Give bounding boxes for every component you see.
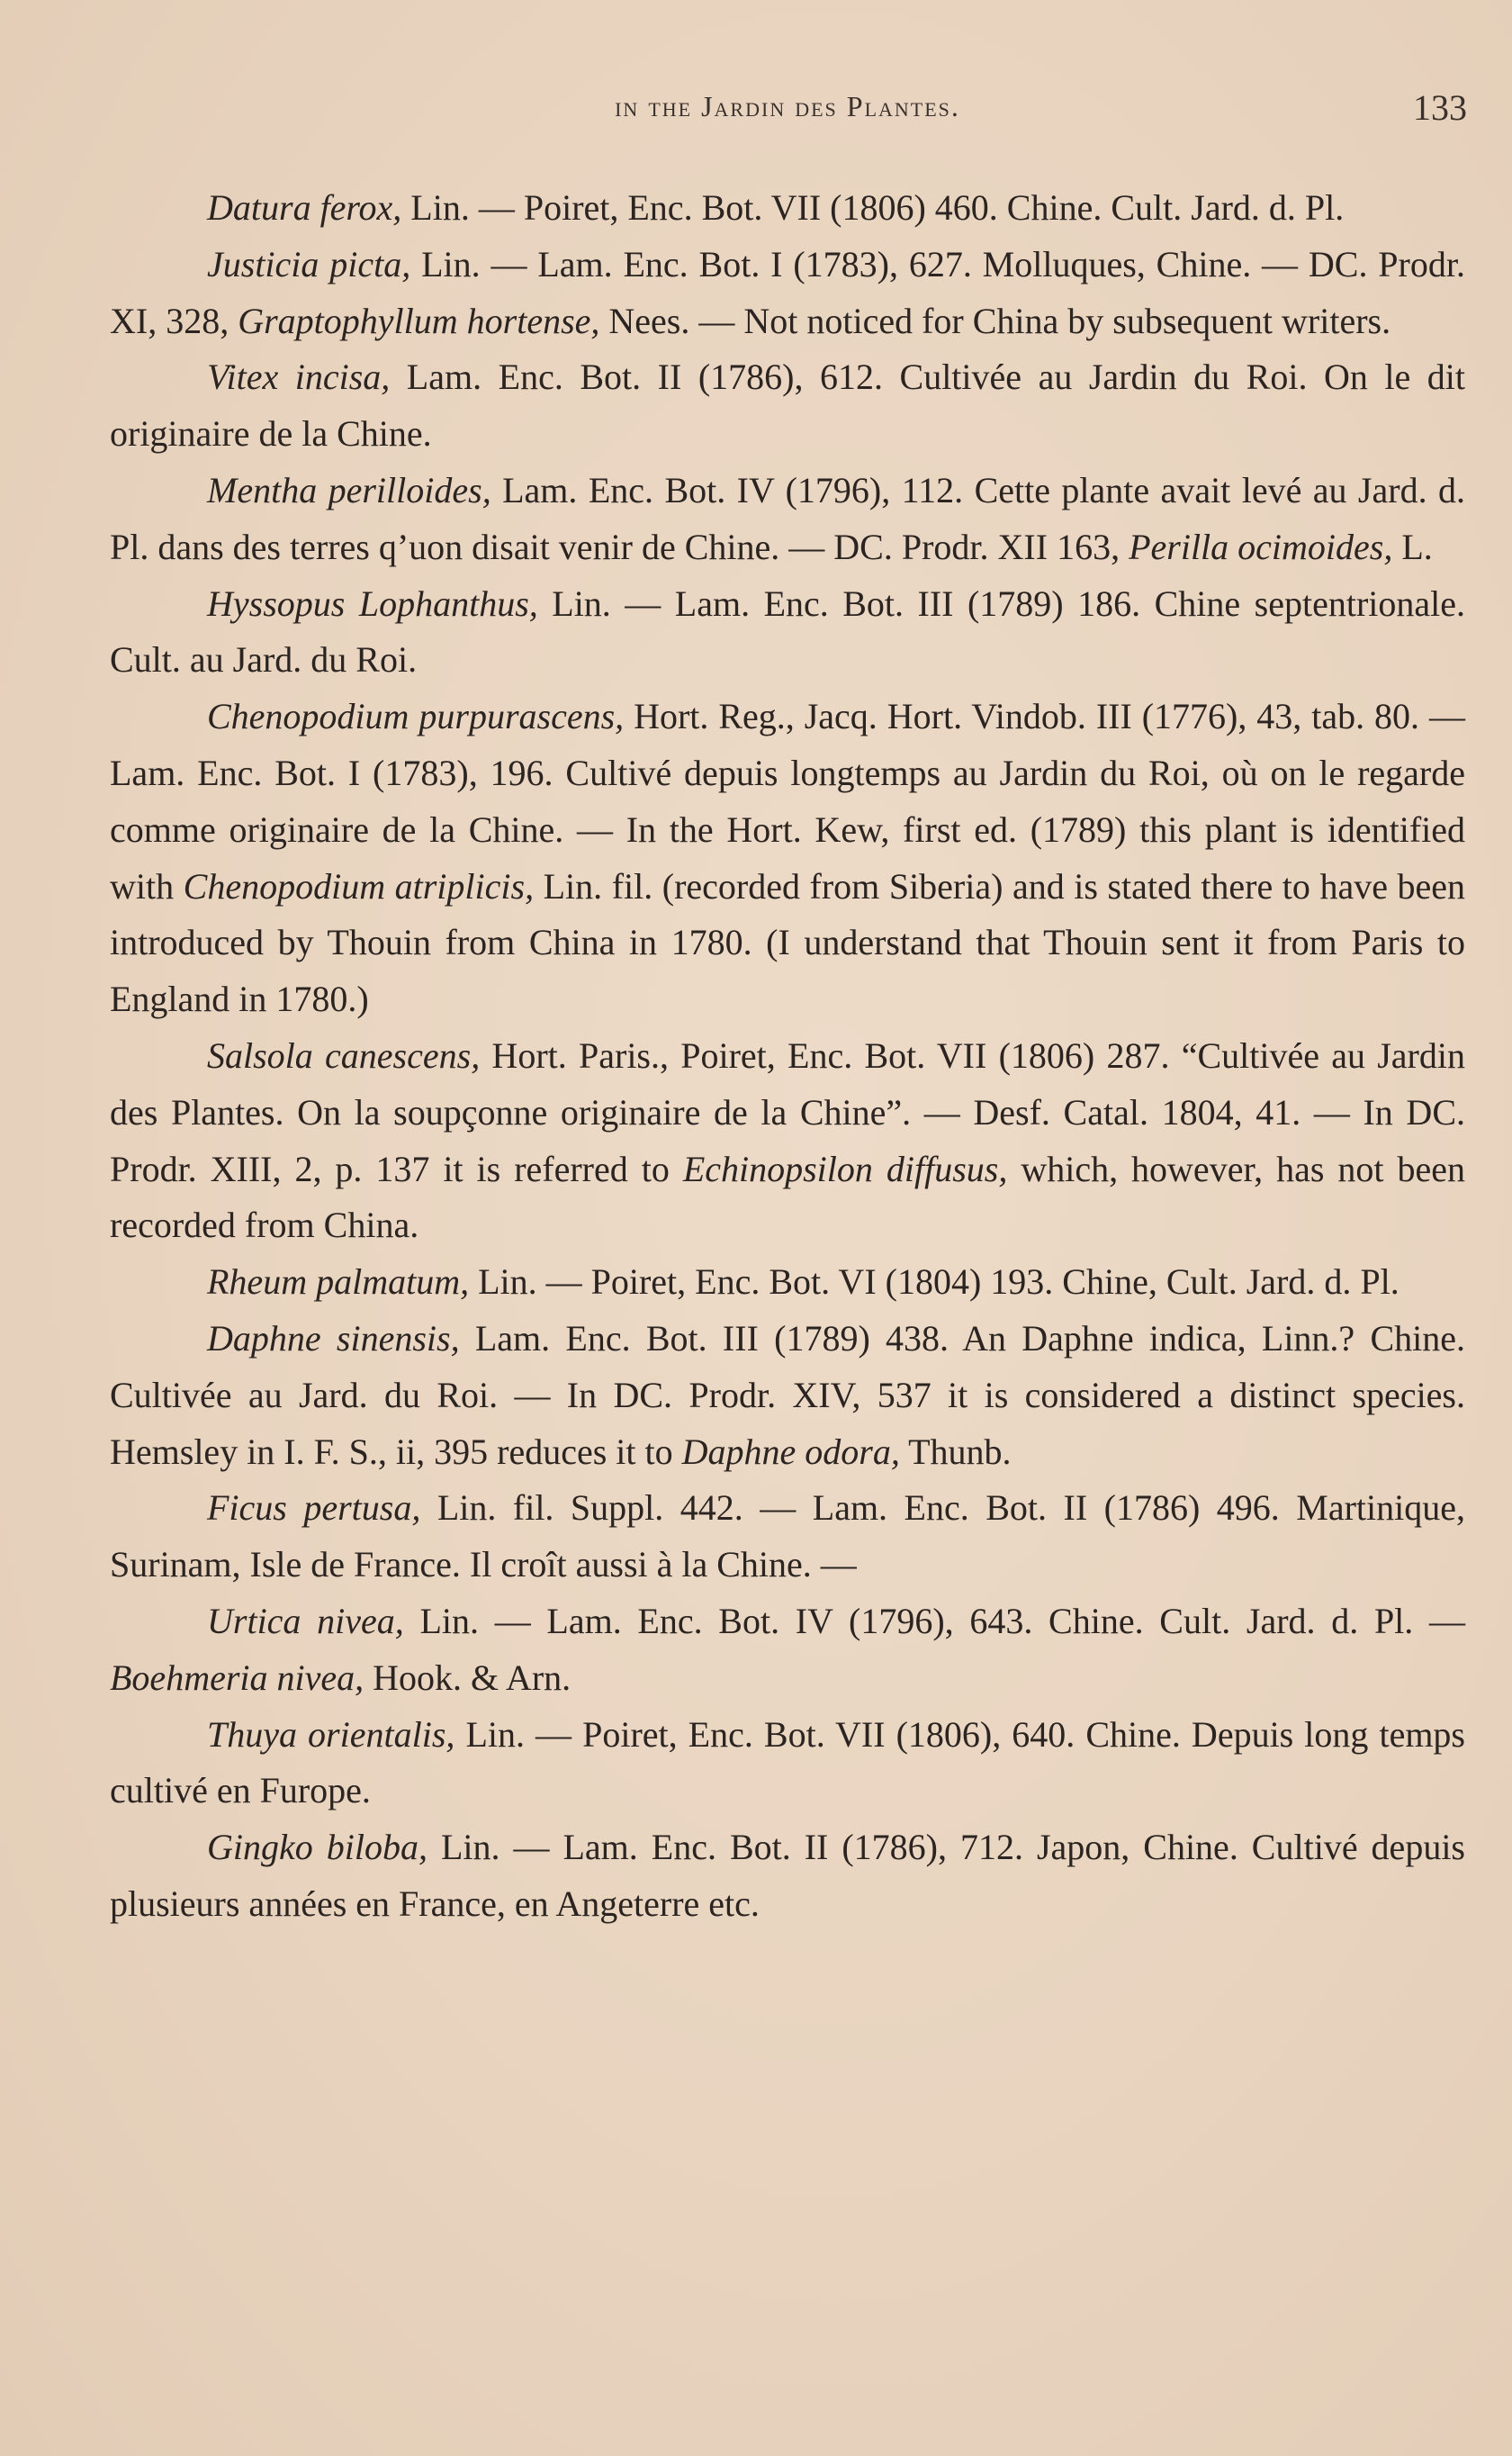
entry-datura-ferox: [110, 180, 1465, 237]
entry-daphne-sinensis: [110, 1311, 1465, 1480]
synonym-name: Daphne odora,: [681, 1431, 900, 1472]
entry-chenopodium-purpurascens: [110, 689, 1465, 1028]
entry-text: Lin. — Poiret, Enc. Bot. VII (1806), 640. Chine. Depuis long temps cultivé en Furope.: [110, 1713, 1465, 1811]
entry-gingko-biloba: [110, 1819, 1465, 1933]
species-name: Salsola canescens,: [207, 1034, 481, 1076]
running-head: [108, 87, 1467, 135]
entry-text: Lam. Enc. Bot. III (1789) 438. An Daphne indica, Linn.? Chine. Cultivée au Jard. du Roi. — In DC. Prodr. XIV, 537 it is considered a distinct species. Hemsley in I. F. S., ii, 395 reduces it to: [110, 1317, 1465, 1472]
species-name: Rheum palmatum,: [207, 1261, 470, 1303]
entry-text: Lam. Enc. Bot. IV (1796), 112. Cette plante avait levé au Jard. d. Pl. dans des terres q’uon disait venir de Chine. — DC. Prodr. XII 163,: [110, 469, 1465, 567]
entry-salsola-canescens: [110, 1028, 1465, 1254]
species-name: Thuya orientalis,: [207, 1713, 455, 1755]
entry-vitex-incisa: [110, 349, 1465, 463]
entry-justicia-picta: [110, 237, 1465, 350]
species-name: Daphne sinensis,: [207, 1317, 460, 1359]
synonym-name: Perilla ocimoides,: [1129, 526, 1393, 567]
entry-text: Nees. — Not noticed for China by subsequent writers.: [599, 300, 1391, 341]
entry-text: Lin. — Lam. Enc. Bot. IV (1796), 643. Chine. Cult. Jard. d. Pl. —: [403, 1600, 1466, 1641]
entry-text: L.: [1392, 526, 1433, 567]
entry-text: Hort. Reg., Jacq. Hort. Vindob. III (1776), 43, tab. 80. — Lam. Enc. Bot. I (1783), 196. Cultivé depuis longtemps au Jardin du Roi, où on le regarde comme originaire de la Chine. — In the Hort. Kew, first ed. (1789) this plant is identified with: [110, 696, 1465, 907]
entry-text: Lin. — Lam. Enc. Bot. II (1786), 712. Japon, Chine. Cultivé depuis plusieurs années en France, en Angeterre etc.: [110, 1827, 1465, 1924]
synonym-name: Chenopodium atriplicis,: [183, 865, 535, 907]
synonym-name: Graptophyllum hortense,: [238, 300, 600, 341]
entry-text: Lin. — Lam. Enc. Bot. I (1783), 627. Molluques, Chine. — DC. Prodr. XI, 328,: [110, 243, 1465, 341]
species-name: Urtica nivea,: [207, 1600, 404, 1641]
species-name: Mentha perilloides,: [207, 469, 491, 510]
entry-text: Hort. Paris., Poiret, Enc. Bot. VII (1806) 287. “Cultivée au Jardin des Plantes. On la soupçonne originaire de la Chine”. — Desf. Catal. 1804, 41. — In DC. Prodr. XIII, 2, p. 137 it is referred to: [110, 1034, 1465, 1189]
entry-mentha-perilloides: [110, 463, 1465, 576]
entry-text: Lin. — Lam. Enc. Bot. III (1789) 186. Chine septentrionale. Cult. au Jard. du Roi.: [110, 582, 1465, 681]
synonym-name: Boehmeria nivea,: [110, 1657, 364, 1698]
page-number: 133: [1413, 87, 1467, 128]
body-text: [110, 180, 1465, 1933]
entry-text: Lin. — Poiret, Enc. Bot. VII (1806) 460. Chine. Cult. Jard. d. Pl.: [401, 187, 1345, 228]
entry-text: which, however, has not been recorded from China.: [110, 1148, 1466, 1246]
running-title: in the Jardin des Plantes.: [615, 90, 960, 122]
species-name: Datura ferox,: [207, 187, 402, 228]
species-name: Ficus pertusa,: [207, 1487, 421, 1529]
species-name: Hyssopus Lophanthus,: [207, 582, 538, 624]
entry-text: Lin. — Poiret, Enc. Bot. VI (1804) 193. Chine, Cult. Jard. d. Pl.: [469, 1261, 1400, 1303]
species-name: Justicia picta,: [207, 243, 411, 284]
species-name: Gingko biloba,: [207, 1827, 428, 1868]
entry-text: Hook. & Arn.: [364, 1657, 572, 1698]
entry-text: Thunb.: [899, 1431, 1012, 1472]
entry-text: Lin. fil. (recorded from Siberia) and is stated there to have been introduced by Thouin from China in 1780. (I understand that Thouin sent it from Paris to England in 1780.): [110, 865, 1465, 1020]
species-name: Vitex incisa,: [207, 357, 391, 398]
entry-hyssopus-lophanthus: [110, 576, 1465, 690]
entry-thuya-orientalis: [110, 1707, 1465, 1820]
species-name: Chenopodium purpurascens,: [207, 696, 625, 737]
entry-ficus-pertusa: [110, 1480, 1465, 1594]
entry-rheum-palmatum: [110, 1254, 1465, 1311]
entry-text: Lam. Enc. Bot. II (1786), 612. Cultivée au Jardin du Roi. On le dit originaire de la Chine.: [110, 357, 1466, 455]
entry-text: Lin. fil. Suppl. 442. — Lam. Enc. Bot. II (1786) 496. Martinique, Surinam, Isle de France. Il croît aussi à la Chine. —: [110, 1487, 1465, 1585]
synonym-name: Echinopsilon diffusus,: [682, 1148, 1008, 1189]
entry-urtica-nivea: [110, 1594, 1465, 1707]
